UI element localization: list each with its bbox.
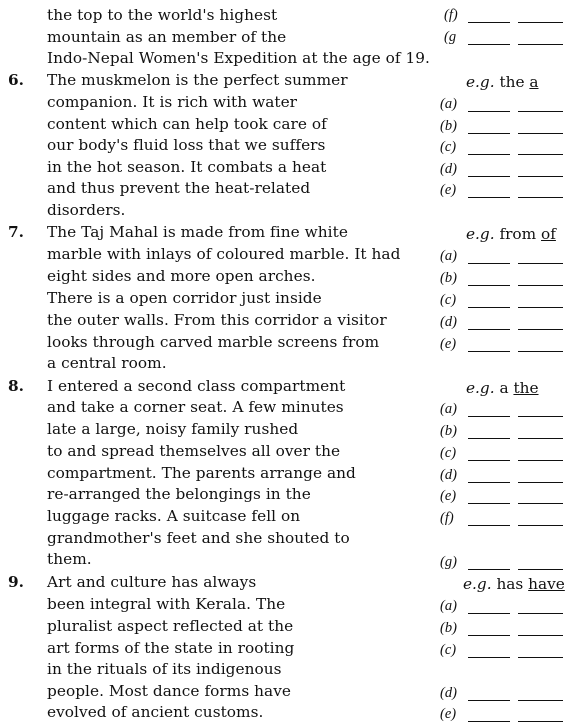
- blank-marker: (e): [440, 488, 457, 504]
- blank-marker: (c): [440, 139, 457, 155]
- answer-blank: [468, 525, 510, 526]
- answer-blank: [468, 197, 510, 198]
- answer-blank: [468, 307, 510, 308]
- passage-line: been integral with Kerala. The: [47, 595, 286, 613]
- answer-blank: [468, 263, 510, 264]
- answer-blank-incorrect: [468, 22, 510, 23]
- passage-line: evolved of ancient customs.: [47, 703, 264, 721]
- passage-line: and thus prevent the heat-related: [47, 179, 311, 197]
- answer-blank: [518, 635, 563, 636]
- answer-blank: [518, 657, 563, 658]
- answer-blank: [468, 569, 510, 570]
- passage-line: compartment. The parents arrange and: [47, 464, 356, 482]
- answer-blank: [468, 482, 510, 483]
- passage-line: pluralist aspect reflected at the: [47, 617, 294, 635]
- answer-blank: [468, 438, 510, 439]
- blank-marker: (a): [440, 598, 457, 614]
- passage-line: to and spread themselves all over the: [47, 442, 341, 460]
- answer-blank: [518, 416, 563, 417]
- passage-line: luggage racks. A suitcase fell on: [47, 507, 301, 525]
- answer-blank: [518, 569, 563, 570]
- passage-line: I entered a second class compartment: [47, 377, 346, 395]
- answer-blank: [468, 700, 510, 701]
- answer-blank: [518, 263, 563, 264]
- passage-line: disorders.: [47, 201, 126, 219]
- passage-line: The Taj Mahal is made from fine white: [47, 223, 348, 241]
- passage-line: in the hot season. It combats a heat: [47, 158, 327, 176]
- answer-blank: [468, 351, 510, 352]
- blank-marker: (b): [440, 118, 457, 134]
- passage-line: late a large, noisy family rushed: [47, 420, 299, 438]
- answer-blank: [468, 329, 510, 330]
- blank-marker: (d): [440, 467, 457, 483]
- passage-line: the top to the world's highest: [47, 6, 278, 24]
- passage-line: mountain as an member of the: [47, 28, 287, 46]
- passage-line: grandmother's feet and she shouted to: [47, 529, 350, 547]
- answer-blank: [468, 176, 510, 177]
- answer-blank: [468, 657, 510, 658]
- example-answer: e.g. the a: [466, 73, 539, 91]
- answer-blank: [518, 721, 563, 722]
- passage-line: people. Most dance forms have: [47, 682, 292, 700]
- answer-blank: [468, 285, 510, 286]
- answer-blank: [518, 482, 563, 483]
- question-number: 8.: [8, 377, 24, 395]
- passage-line: eight sides and more open arches.: [47, 267, 316, 285]
- answer-blank-correct: [518, 22, 563, 23]
- answer-blank: [518, 525, 563, 526]
- answer-blank: [518, 176, 563, 177]
- answer-blank: [518, 133, 563, 134]
- blank-marker: (a): [440, 401, 457, 417]
- question-number: 9.: [8, 573, 24, 591]
- blank-marker: (e): [440, 336, 457, 352]
- passage-line: art forms of the state in rooting: [47, 639, 295, 657]
- passage-line: content which can help took care of: [47, 115, 327, 133]
- answer-blank: [468, 111, 510, 112]
- passage-line: There is a open corridor just inside: [47, 289, 322, 307]
- passage-line: re-arranged the belongings in the: [47, 485, 311, 503]
- answer-blank: [518, 438, 563, 439]
- blank-marker: (c): [440, 445, 457, 461]
- answer-blank: [518, 154, 563, 155]
- answer-blank: [468, 133, 510, 134]
- answer-blank: [468, 416, 510, 417]
- passage-line: the outer walls. From this corridor a visitor: [47, 311, 387, 329]
- blank-marker: (f): [440, 510, 454, 526]
- passage-line: looks through carved marble screens from: [47, 333, 380, 351]
- blank-marker: (d): [440, 161, 457, 177]
- blank-marker: (b): [440, 423, 457, 439]
- blank-marker: (c): [440, 642, 457, 658]
- answer-blank: [518, 329, 563, 330]
- blank-marker: (d): [440, 685, 457, 701]
- answer-blank: [518, 285, 563, 286]
- passage-line: The muskmelon is the perfect summer: [47, 71, 348, 89]
- blank-marker: (g: [444, 29, 457, 45]
- passage-line: them.: [47, 550, 92, 568]
- answer-blank: [518, 700, 563, 701]
- answer-blank: [518, 460, 563, 461]
- blank-marker: (a): [440, 248, 457, 264]
- answer-blank: [518, 613, 563, 614]
- question-number: 6.: [8, 71, 24, 89]
- blank-marker: (g): [440, 554, 457, 570]
- answer-blank-incorrect: [468, 44, 510, 45]
- answer-blank: [468, 721, 510, 722]
- example-answer: e.g. from of: [466, 225, 556, 243]
- answer-blank: [468, 503, 510, 504]
- blank-marker: (b): [440, 270, 457, 286]
- blank-marker: (a): [440, 96, 457, 112]
- passage-line: a central room.: [47, 354, 167, 372]
- answer-blank: [518, 307, 563, 308]
- passage-line: Art and culture has always: [47, 573, 257, 591]
- passage-line: marble with inlays of coloured marble. It had: [47, 245, 401, 263]
- blank-marker: (b): [440, 620, 457, 636]
- answer-blank: [468, 154, 510, 155]
- passage-line: our body's fluid loss that we suffers: [47, 136, 326, 154]
- answer-blank-correct: [518, 44, 563, 45]
- answer-blank: [468, 613, 510, 614]
- example-answer: e.g. a the: [466, 379, 539, 397]
- answer-blank: [518, 503, 563, 504]
- passage-line: companion. It is rich with water: [47, 93, 298, 111]
- blank-marker: (e): [440, 182, 457, 198]
- passage-line: and take a corner seat. A few minutes: [47, 398, 344, 416]
- answer-blank: [518, 111, 563, 112]
- blank-marker: (e): [440, 706, 457, 722]
- answer-blank: [468, 635, 510, 636]
- passage-line: in the rituals of its indigenous: [47, 660, 282, 678]
- example-answer: e.g. has have: [463, 575, 565, 593]
- answer-blank: [468, 460, 510, 461]
- answer-blank: [518, 351, 563, 352]
- question-number: 7.: [8, 223, 24, 241]
- blank-marker: (f): [444, 7, 458, 23]
- answer-blank: [518, 197, 563, 198]
- passage-line: Indo-Nepal Women's Expedition at the age of 19.: [47, 49, 430, 67]
- blank-marker: (c): [440, 292, 457, 308]
- blank-marker: (d): [440, 314, 457, 330]
